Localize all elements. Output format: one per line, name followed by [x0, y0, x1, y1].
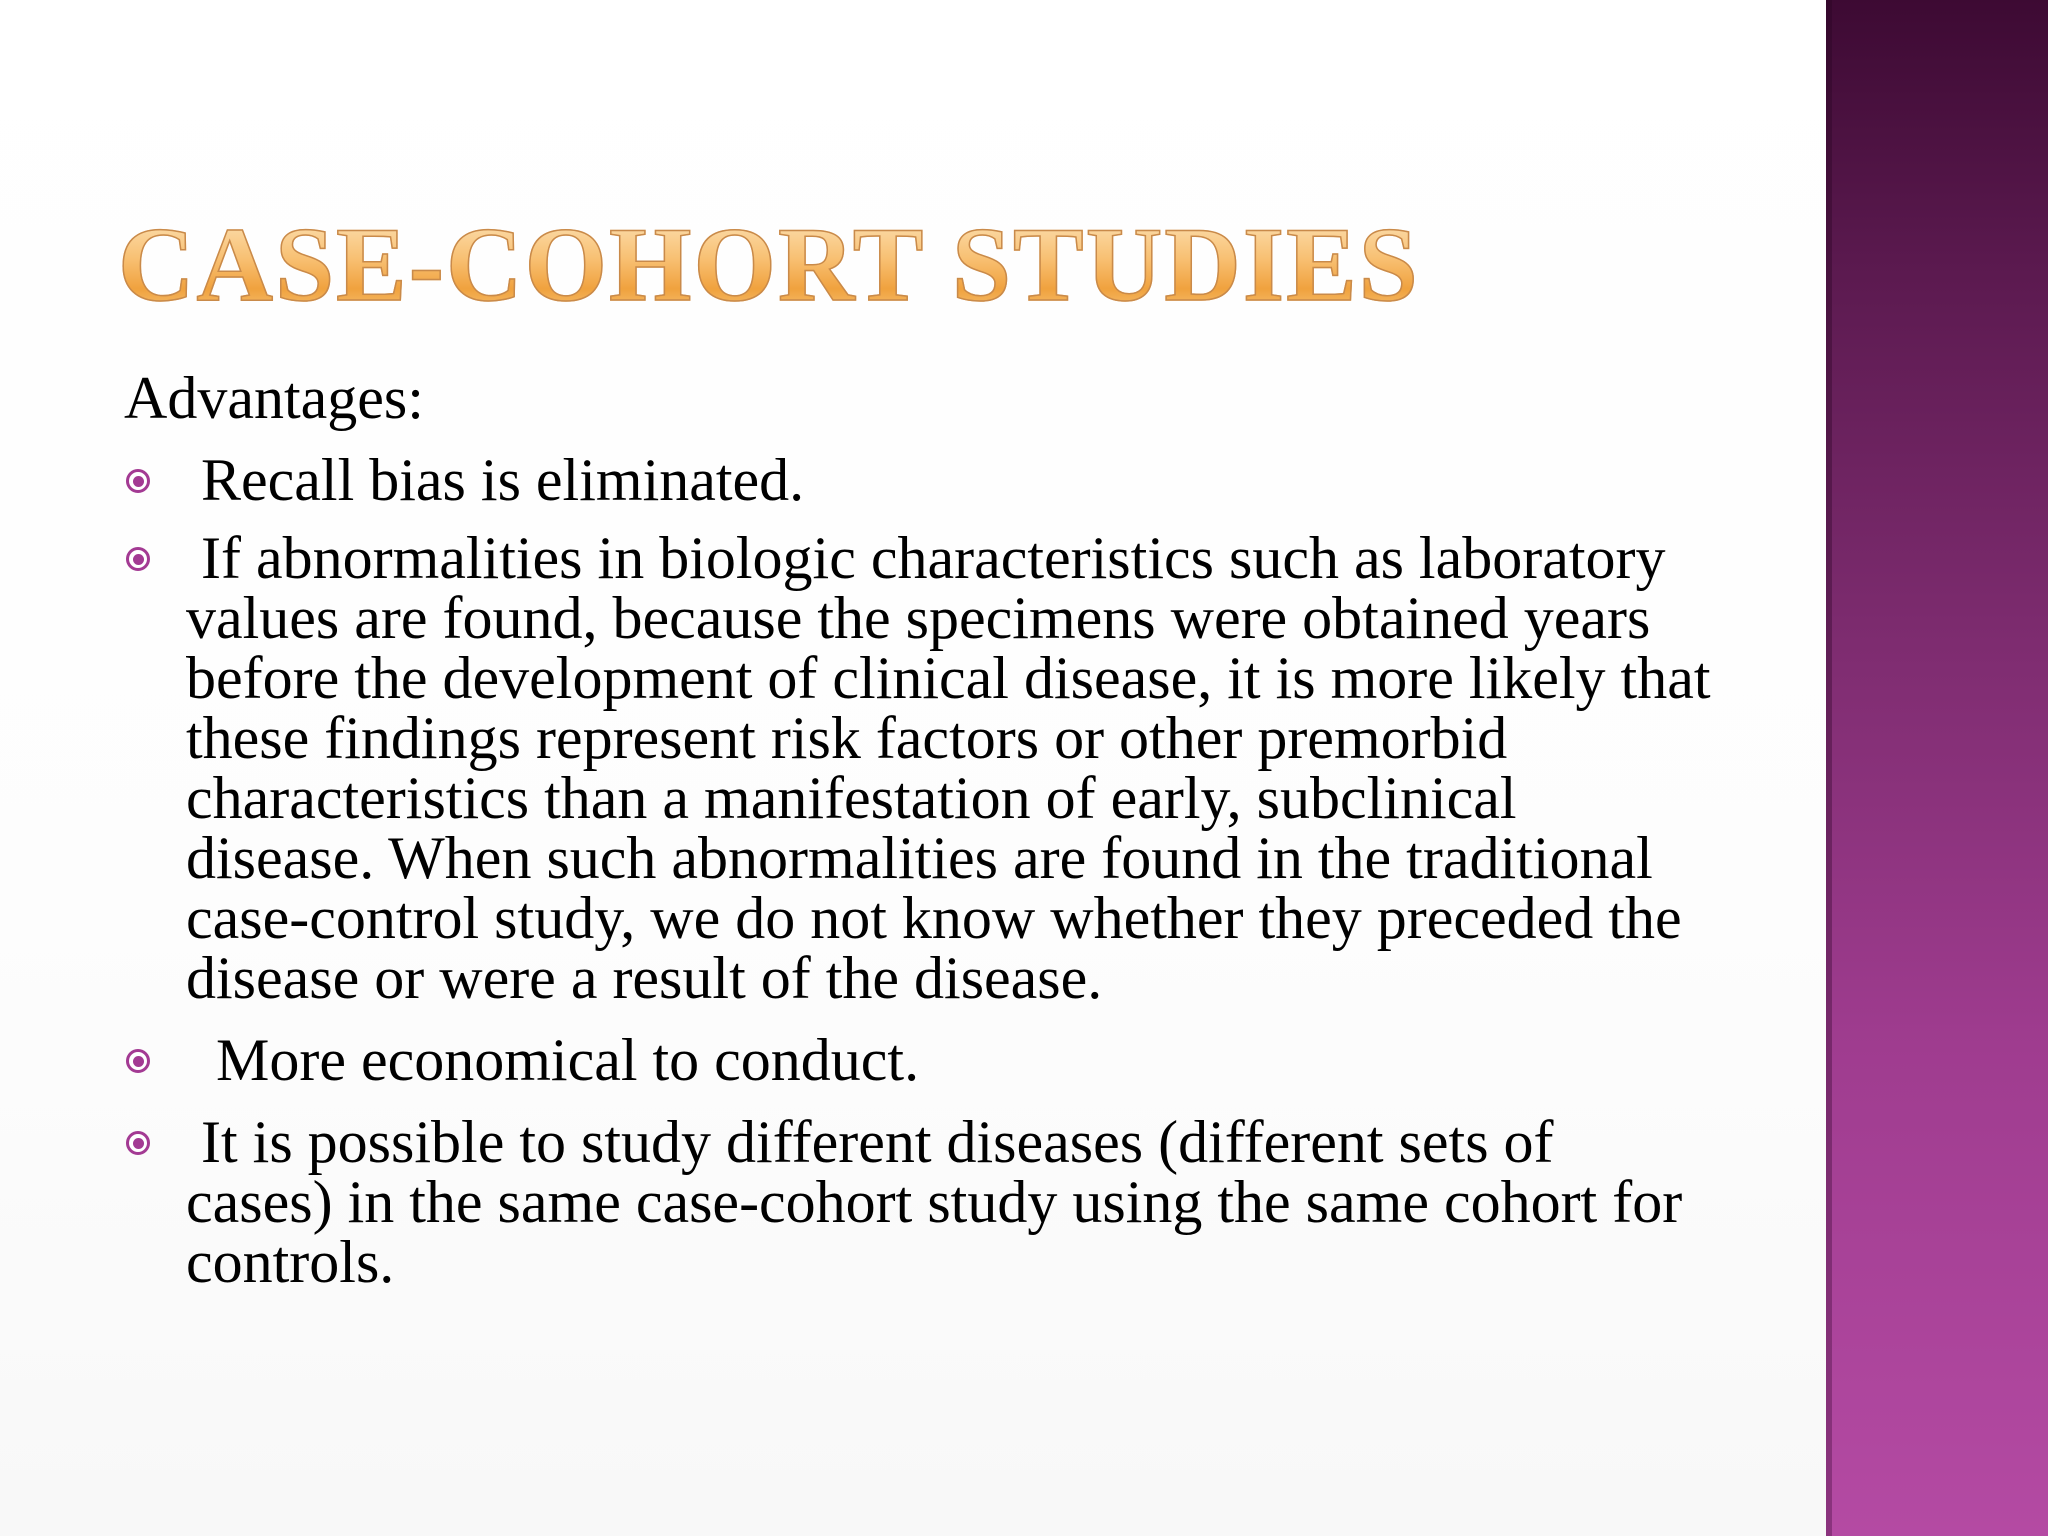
- list-item: [124, 1109, 1714, 1295]
- circle-dot-icon: [126, 1131, 150, 1155]
- bullet-text: More economical to conduct.: [186, 1027, 920, 1093]
- circle-dot-icon: [126, 547, 150, 571]
- bullet-text: It is possible to study different diseases (different sets of cases) in the same case-cohort study using the same cohort for controls.: [186, 1109, 1698, 1295]
- bullet-text: If abnormalities in biologic characteristics such as laboratory values are found, because the specimens were obtained years before the development of clinical disease, it is more likely that these findings represent risk factors or other premorbid characteristics than a manifestation of early, subclinical disease. When such abnormalities are found in the traditional case-control study, we do not know whether they preceded the disease or were a result of the disease.: [186, 525, 1726, 1011]
- decorative-side-band: [1826, 0, 2048, 1536]
- slide-title: CASE-COHORT STUDIES: [118, 206, 1420, 323]
- circle-dot-icon: [126, 1049, 150, 1073]
- list-item: [124, 1027, 1714, 1093]
- slide-content: [124, 362, 1726, 1310]
- circle-dot-icon: [126, 469, 150, 493]
- advantages-heading: Advantages:: [124, 365, 424, 431]
- advantages-list: [124, 447, 1726, 1295]
- list-item: [124, 447, 1714, 513]
- list-item: [124, 525, 1726, 1011]
- bullet-text: Recall bias is eliminated.: [186, 447, 805, 513]
